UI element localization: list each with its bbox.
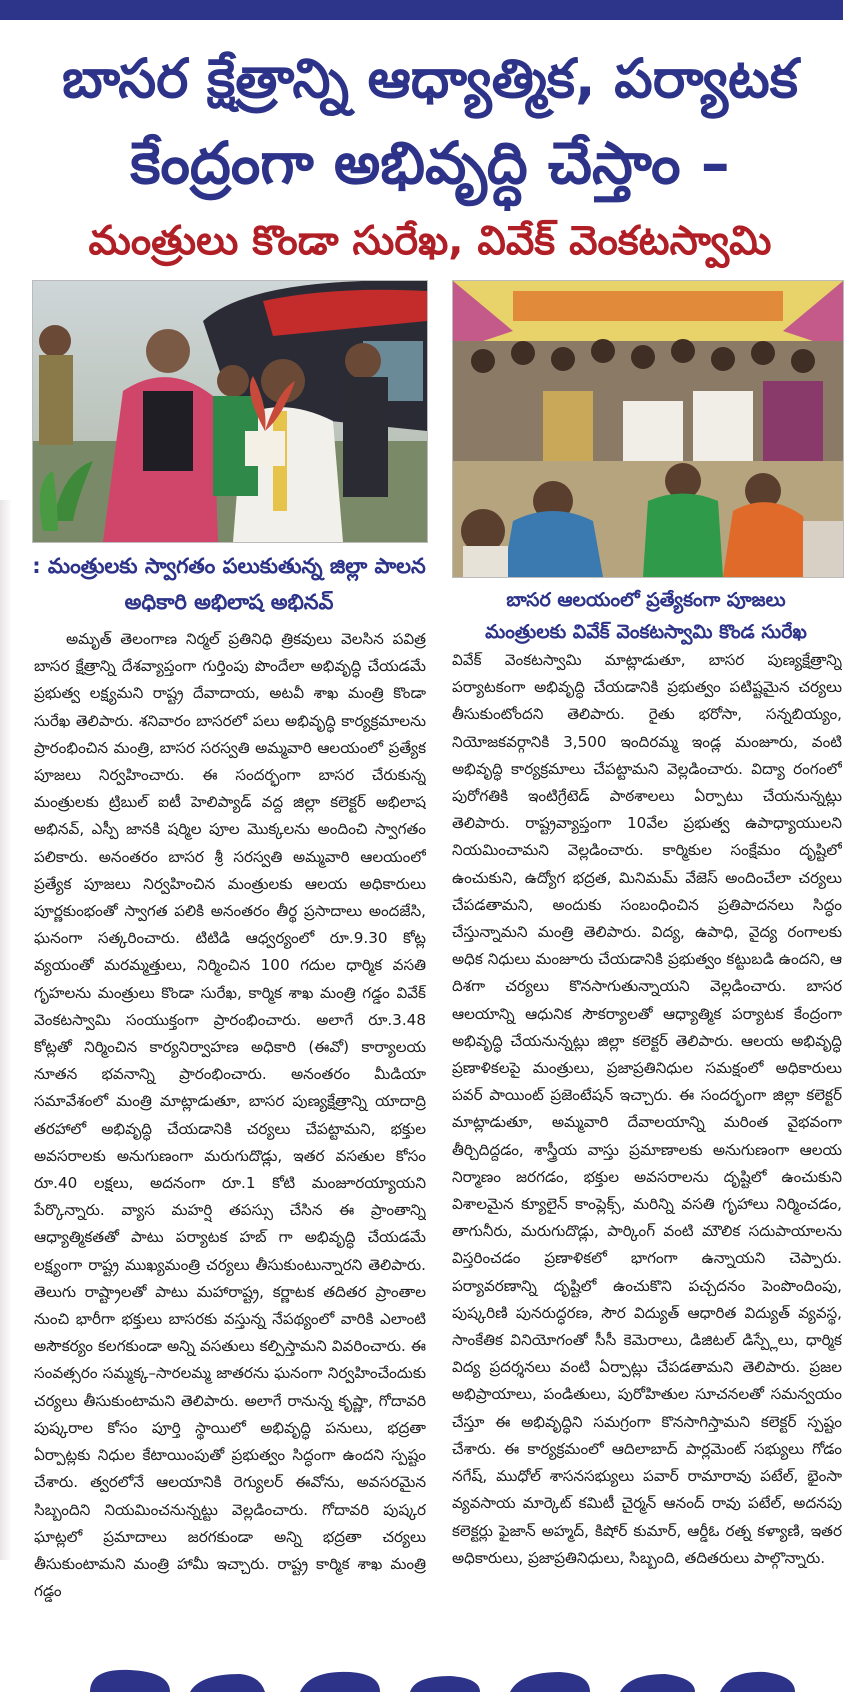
headline-subline: మంత్రులు కొండా సురేఖ, వివేక్ వెంకటస్వామి <box>88 218 772 264</box>
right-photo-caption <box>446 584 846 648</box>
article-right-column: వివేక్ వెంకటస్వామి మాట్లాడుతూ, బాసర పుణ్యక్షేత్రాన్ని పర్యాటకంగా అభివృద్ధి చేయడానికి ప్రభుత్వం పటిష్టమైన చర్యలు తీసుకుంటోందని తెలిపారు. రైతు భరోసా, సన్నబియ్యం, నియోజకవర్గానికి 3,500 ఇందిరమ్మ ఇండ్ల మంజూరు, వంటి అభివృద్ధి కార్యక్రమాలు చేపట్టామని వెల్లడించారు. విద్యా రంగంలో పురోగతికి ఇంటిగ్రేటెడ్ పాఠశాలలు ఏర్పాటు చేయనున్నట్లు తెలిపారు. రాష్ట్రవ్యాప్తంగా 10వేల ప్రభుత్వ ఉపాధ్యాయులని నియమించామని వెల్లడించారు. కార్మికుల సంక్షేమం దృష్టిలో ఉంచుకుని, ఉద్యోగ భద్రత, మినిమమ్ వేజెస్ అందించేలా చర్యలు చేపడతామని, అందుకు సంబంధించిన ప్రతిపాదనలు సిద్ధం చేస్తున్నామని మంత్రి తెలిపారు. విద్య, ఉపాధి, వైద్య రంగాలకు అధిక నిధులు మంజూరు చేయడానికి ప్రభుత్వం కట్టుబడి ఉందని, ఆ దిశగా చర్యలు కొనసాగుతున్నాయని వెల్లడించారు. బాసర ఆలయాన్ని ఆధునిక సౌకర్యాలతో ఆధ్యాత్మిక పర్యాటక కేంద్రంగా అభివృద్ధి చేయనున్నట్లు జిల్లా కలెక్టర్ తెలిపారు. ఆలయ అభివృద్ధి ప్రణాళికలపై మంత్రులు, ప్రజాప్రతినిధుల సమక్షంలో అధికారులు పవర్ పాయింట్ ప్రజెంటేషన్ ఇచ్చారు. ఈ సందర్భంగా జిల్లా కలెక్టర్ మాట్లాడుతూ, అమ్మవారి దేవాలయాన్ని మరింత వైభవంగా తీర్చిదిద్దడం, శాస్త్రీయ వాస్తు ప్రమాణాలకు అనుగుణంగా ఆలయ నిర్మాణం జరగడం, భక్తుల అవసరాలను దృష్టిలో ఉంచుకుని విశాలమైన క్యూలైన్ కాంప్లెక్స్, మరిన్ని వసతి గృహాలు నిర్మించడం, తాగునీరు, మరుగుదొడ్లు, పార్కింగ్ వంటి మౌలిక సదుపాయాలను విస్తరించడం ప్రణాళికలో భాగంగా ఉన్నాయని చెప్పారు. పర్యావరణాన్ని దృష్టిలో ఉంచుకొని పచ్చదనం పెంపొందింపు, పుష్కరిణి పునరుద్ధరణ, సౌర విద్యుత్ ఆధారిత విద్యుత్ వ్యవస్థ, సాంకేతిక వినియోగంతో సీసీ కెమెరాలు, డిజిటల్ డిస్ప్లేలు, ధార్మిక విద్య ప్రదర్శనలు వంటి ఏర్పాట్లు చేపడతామని తెలిపారు. ప్రజల అభిప్రాయాలు, పండితులు, పురోహితుల సూచనలతో సమన్వయం చేస్తూ ఈ అభివృద్ధిని సమగ్రంగా కొనసాగిస్తామని కలెక్టర్ స్పష్టం చేశారు. ఈ కార్యక్రమంలో ఆదిలాబాద్ పార్లమెంట్ సభ్యులు గోడం నగేష్, ముధోల్ శాసనసభ్యులు పవార్ రామారావు పటేల్, భైంసా వ్యవసాయ మార్కెట్ కమిటీ చైర్మన్ ఆనంద్ రావు పటేల్, అదనపు కలెక్టర్లు ఫైజాన్ అహ్మద్, కిషోర్ కుమార్, ఆర్డీఓ రత్న కళ్యాణి, ఇతర అధికారులు, ప్రజాప్రతినిధులు, సిబ్బంది, తదితరులు పాల్గొన్నారు. <box>452 651 842 1567</box>
top-banner-bar <box>0 0 843 20</box>
headline-line-1: బాసర క్షేత్రాన్ని ఆధ్యాత్మిక, పర్యాటక <box>62 47 798 110</box>
next-headline-cropped <box>60 1660 820 1692</box>
right-caption-line-2: మంత్రులకు వివేక్ వెంకటస్వామి కొండ సురేఖ <box>485 621 807 643</box>
article-left-column: అమృత్ తెలంగాణ నిర్మల్ ప్రతినిధి త్రికవులు వెలసిన పవిత్ర బాసర క్షేత్రాన్ని దేశవ్యాప్తంగా గుర్తింపు పొందేలా అభివృద్ధి చేయడమే ప్రభుత్వ లక్ష్యమని రాష్ట్ర దేవాదాయ, అటవీ శాఖ మంత్రి కొండా సురేఖ తెలిపారు. శనివారం బాసరలో పలు అభివృద్ధి కార్యక్రమాలను ప్రారంభించిన మంత్రి, బాసర సరస్వతి అమ్మవారి ఆలయంలో ప్రత్యేక పూజలు నిర్వహించారు. ఈ సందర్భంగా బాసర చేరుకున్న మంత్రులకు ట్రిబుల్ ఐటీ హెలిప్యాడ్ వద్ద జిల్లా కలెక్టర్ అభిలాష అభినవ్, ఎస్పీ జానకి షర్మిల పూల మొక్కలను అందించి స్వాగతం పలికారు. అనంతరం బాసర శ్రీ సరస్వతి అమ్మవారి ఆలయంలో ప్రత్యేక పూజలు నిర్వహించిన మంత్రులకు ఆలయ అధికారులు పూర్ణకుంభంతో స్వాగత పలికి అనంతరం తీర్థ ప్రసాదాలు అందజేసి, ఘనంగా సత్కరించారు. టిటిడి ఆధ్వర్యంలో రూ.9.30 కోట్ల వ్యయంతో మరమ్మత్తులు, నిర్మించిన 100 గదుల ధార్మిక వసతి గృహలను మంత్రులు కొండా సురేఖ, కార్మిక శాఖ మంత్రి గడ్డం వివేక్ వెంకటస్వామి సంయుక్తంగా ప్రారంభించారు. అలాగే రూ.3.48 కోట్లతో నిర్మించిన కార్యనిర్వాహణ అధికారి (ఈవో) కార్యాలయ నూతన భవనాన్ని ప్రారంభించారు. అనంతరం మీడియా సమావేశంలో మంత్రి మాట్లాడుతూ, బాసర పుణ్యక్షేత్రాన్ని యాదాద్రి తరహాలో అభివృద్ధి చేయడానికి చర్యలు చేపట్టామని, భక్తుల అవసరాలకు అనుగుణంగా మరుగుదొడ్లు, ఇతర వసతుల కోసం రూ.40 లక్షలు, అదనంగా రూ.1 కోటి మంజూరయ్యాయని పేర్కొన్నారు. వ్యాస మహర్షి తపస్సు చేసిన ఈ ప్రాంతాన్ని ఆధ్యాత్మికతతో పాటు పర్యాటక హబ్ గా అభివృద్ధి చేయడమే లక్ష్యంగా రాష్ట్ర ముఖ్యమంత్రి చర్యలు తీసుకుంటున్నారని తెలిపారు. తెలుగు రాష్ట్రాలతో పాటు మహారాష్ట్ర, కర్ణాటక తదితర ప్రాంతాల నుంచి భారీగా భక్తులు బాసరకు వస్తున్న నేపథ్యంలో వారికి ఎలాంటి అసౌకర్యం కలగకుండా అన్ని వసతులు కల్పిస్తామని వివరించారు. ఈ సంవత్సరం సమ్మక్క–సారలమ్మ జాతరను ఘనంగా నిర్వహించేందుకు చర్యలు తీసుకుంటామని తెలిపారు. అలాగే రానున్న కృష్ణా, గోదావరి పుష్కరాల కోసం పూర్తి స్థాయిలో అభివృద్ధి పనులు, భద్రతా ఏర్పాట్లకు నిధుల కేటాయింపుతో ప్రభుత్వం సిద్ధంగా ఉందని స్పష్టం చేశారు. త్వరలోనే ఆలయానికి రెగ్యులర్ ఈవోను, అవసరమైన సిబ్బందిని నియమించనున్నట్టు వెల్లడించారు. గోదావరి పుష్కర ఘాట్లలో ప్రమాదాలు జరగకుండా అన్ని భద్రతా చర్యలు తీసుకుంటామని మంత్రి హామీ ఇచ్చారు. రాష్ట్ర కార్మిక శాఖ మంత్రి గడ్డం <box>34 630 426 1601</box>
temple-puja-photo <box>452 280 844 578</box>
right-caption-line-1: బాసర ఆలయంలో ప్రత్యేకంగా పూజలు <box>506 589 786 611</box>
cropped-headline-shapes <box>60 1660 820 1692</box>
headline-line-2: కేంద్రంగా అభివృద్ధి చేస్తాం – <box>130 129 730 197</box>
page-left-edge <box>0 500 12 1560</box>
left-photo-caption: : మంత్రులకు స్వాగతం పలుకుతున్న జిల్లా పాలన అధికారి అభిలాష అభినవ్ <box>32 554 426 614</box>
welcome-at-helipad-photo <box>32 280 428 543</box>
